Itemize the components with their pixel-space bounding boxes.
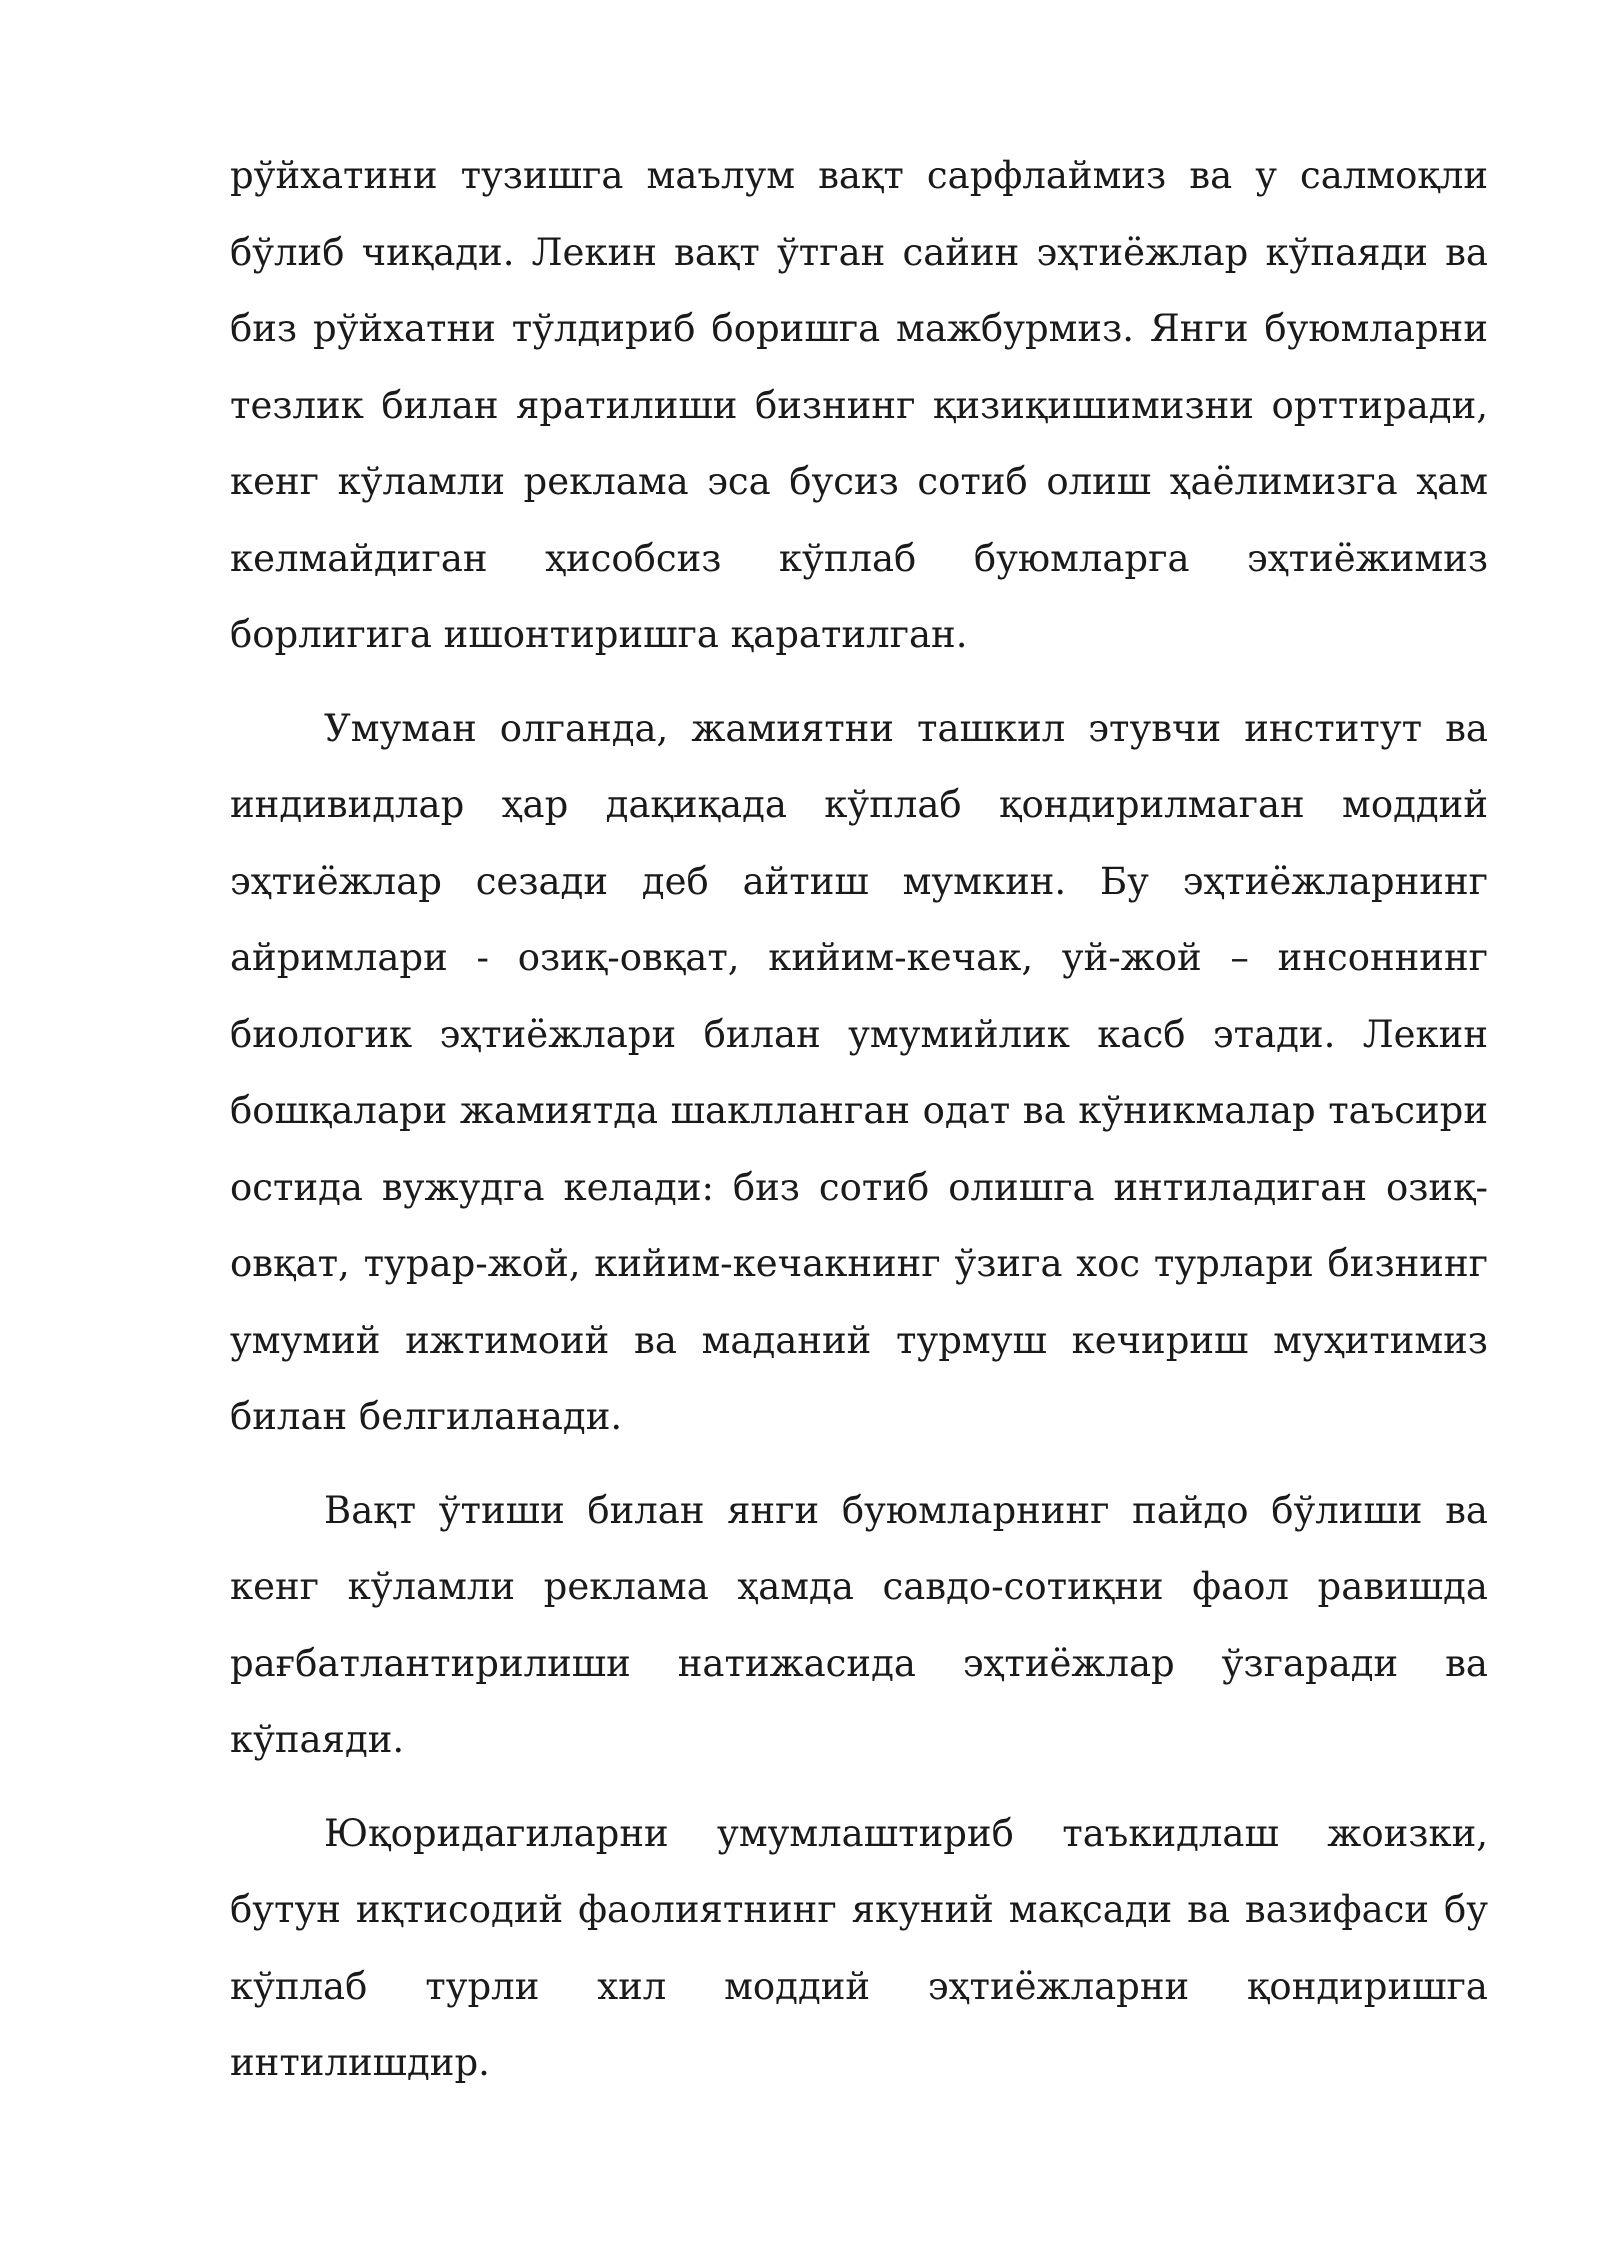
paragraph-2: Умуман олганда, жамиятни ташкил этувчи институт ва индивидлар ҳар дақиқада кўплаб қондирилмаган моддий эҳтиёжлар сезади деб айтиш мумкин. Бу эҳтиёжларнинг айримлари - озиқ-овқат, кийим-кечак, уй-жой – инсоннинг биологик эҳтиёжлари билан умумийлик касб этади. Лекин бошқалари жамиятда шаклланган одат ва кўникмалар таъсири остида вужудга келади: биз сотиб олишга интиладиган озиқ-овқат, турар-жой, кийим-кечакнинг ўзига хос турлари бизнинг умумий ижтимоий ва маданий турмуш кечириш муҳитимиз билан белгиланади. (230, 706, 1488, 1438)
paragraph-1: рўйхатини тузишга маълум вақт сарфлаймиз ва у салмоқли бўлиб чиқади. Лекин вақт ўтган сайин эҳтиёжлар кўпаяди ва биз рўйхатни тўлдириб боришга мажбурмиз. Янги буюмларни тезлик билан яратилиши бизнинг қизиқишимизни орттиради, кенг кўламли реклама эса бусиз сотиб олиш ҳаёлимизга ҳам келмайдиган ҳисобсиз кўплаб буюмларга эҳтиёжимиз борлигига ишонтиришга қаратилган. (230, 154, 1488, 656)
paragraph-3: Вақт ўтиши билан янги буюмларнинг пайдо бўлиши ва кенг кўламли реклама ҳамда савдо-сотиқни фаол равишда рағбатлантирилиши натижасида эҳтиёжлар ўзгаради ва кўпаяди. (230, 1488, 1488, 1761)
paragraph-4: Юқоридагиларни умумлаштириб таъкидлаш жоизки, бутун иқтисодий фаолиятнинг якуний мақсади ва вазифаси бу кўплаб турли хил моддий эҳтиёжларни қондиришга интилишдир. (230, 1811, 1488, 2084)
document-body (230, 138, 1488, 2102)
paragraph-gap (230, 674, 1488, 691)
paragraph-gap (230, 1456, 1488, 1473)
paragraph-gap (230, 1779, 1488, 1796)
